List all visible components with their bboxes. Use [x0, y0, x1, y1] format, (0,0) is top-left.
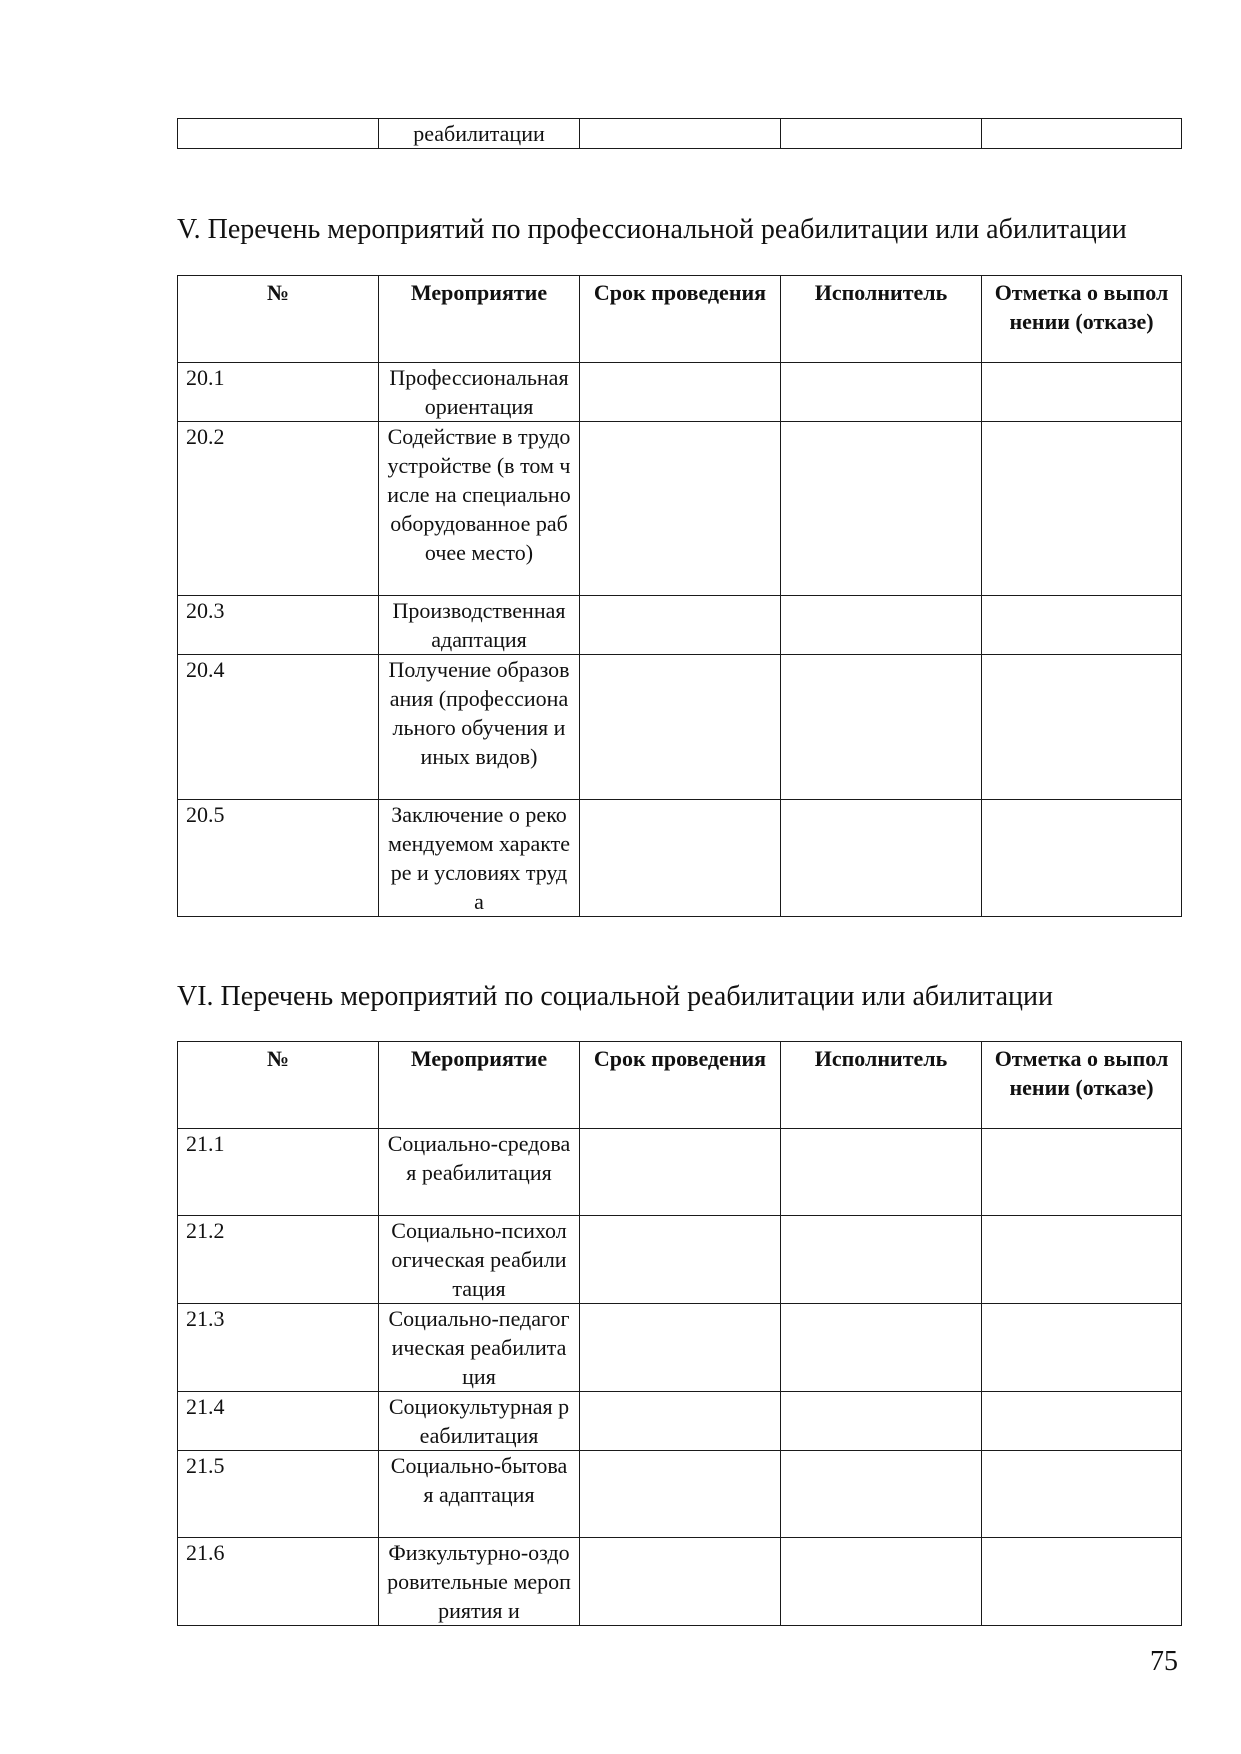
row-activity: Социально-бытовая адаптация [379, 1451, 580, 1538]
row-term-cell [580, 422, 781, 596]
header-term: Срок проведения [580, 1042, 781, 1129]
header-completion-mark: Отметка о выполнении (отказе) [982, 1042, 1182, 1129]
row-executor-cell [781, 655, 982, 800]
row-activity: Социокультурная реабилитация [379, 1392, 580, 1451]
row-executor-cell [781, 1304, 982, 1392]
row-activity: Социально-педагогическая реабилитация [379, 1304, 580, 1392]
table-row [178, 596, 1182, 655]
row-activity: Производственная адаптация [379, 596, 580, 655]
row-executor-cell [781, 1451, 982, 1538]
header-activity: Мероприятие [379, 1042, 580, 1129]
row-number: 20.3 [178, 596, 379, 655]
table-row [178, 119, 1182, 149]
row-number: 20.2 [178, 422, 379, 596]
table-header-row [178, 1042, 1182, 1129]
cell-blank [982, 119, 1182, 149]
row-mark-cell [982, 1451, 1182, 1538]
row-number: 21.5 [178, 1451, 379, 1538]
section-6-title: VI. Перечень мероприятий по социальной реабилитации или абилитации [177, 981, 1054, 1012]
row-executor-cell [781, 363, 982, 422]
row-term-cell [580, 1392, 781, 1451]
table-row [178, 1304, 1182, 1392]
cell-blank [781, 119, 982, 149]
table-row [178, 1129, 1182, 1216]
row-term-cell [580, 800, 781, 917]
header-executor: Исполнитель [781, 1042, 982, 1129]
table-row [178, 1451, 1182, 1538]
section-5-title: V. Перечень мероприятий по профессиональной реабилитации или абилитации [177, 214, 1127, 245]
row-mark-cell [982, 1216, 1182, 1304]
header-activity: Мероприятие [379, 276, 580, 363]
carryover-activity-cell: реабилитации [379, 119, 580, 149]
row-activity: Физкультурно-оздоровительные мероприятия и [379, 1538, 580, 1626]
row-term-cell [580, 1451, 781, 1538]
row-number: 21.1 [178, 1129, 379, 1216]
row-activity: Социально-средовая реабилитация [379, 1129, 580, 1216]
row-mark-cell [982, 422, 1182, 596]
table-header-row [178, 276, 1182, 363]
row-executor-cell [781, 1392, 982, 1451]
row-executor-cell [781, 596, 982, 655]
row-number: 20.4 [178, 655, 379, 800]
row-number: 21.6 [178, 1538, 379, 1626]
row-term-cell [580, 596, 781, 655]
row-activity: Социально-психологическая реабилитация [379, 1216, 580, 1304]
row-activity: Профессиональная ориентация [379, 363, 580, 422]
header-number: № [178, 1042, 379, 1129]
row-activity: Получение образования (профессионального обучения и иных видов) [379, 655, 580, 800]
row-number: 21.3 [178, 1304, 379, 1392]
table-row [178, 1538, 1182, 1626]
table-row [178, 363, 1182, 422]
header-number: № [178, 276, 379, 363]
row-executor-cell [781, 1129, 982, 1216]
row-mark-cell [982, 1392, 1182, 1451]
table-row [178, 800, 1182, 917]
row-executor-cell [781, 422, 982, 596]
row-term-cell [580, 1216, 781, 1304]
row-mark-cell [982, 1538, 1182, 1626]
row-executor-cell [781, 1216, 982, 1304]
header-term: Срок проведения [580, 276, 781, 363]
row-mark-cell [982, 655, 1182, 800]
row-executor-cell [781, 1538, 982, 1626]
row-term-cell [580, 1304, 781, 1392]
row-mark-cell [982, 596, 1182, 655]
row-term-cell [580, 1129, 781, 1216]
table-row [178, 655, 1182, 800]
row-mark-cell [982, 1129, 1182, 1216]
row-mark-cell [982, 363, 1182, 422]
row-number: 21.4 [178, 1392, 379, 1451]
section-6-table [177, 1041, 1182, 1626]
carryover-table [177, 118, 1182, 149]
row-number: 20.5 [178, 800, 379, 917]
section-5-table [177, 275, 1182, 917]
page-number: 75 [1150, 1646, 1178, 1677]
row-term-cell [580, 655, 781, 800]
row-activity: Содействие в трудоустройстве (в том числе на специально оборудованное рабочее место) [379, 422, 580, 596]
row-term-cell [580, 363, 781, 422]
row-mark-cell [982, 1304, 1182, 1392]
row-number: 20.1 [178, 363, 379, 422]
cell-blank [580, 119, 781, 149]
table-row [178, 1216, 1182, 1304]
row-number: 21.2 [178, 1216, 379, 1304]
table-row [178, 1392, 1182, 1451]
row-mark-cell [982, 800, 1182, 917]
row-term-cell [580, 1538, 781, 1626]
header-executor: Исполнитель [781, 276, 982, 363]
header-completion-mark: Отметка о выполнении (отказе) [982, 276, 1182, 363]
row-activity: Заключение о рекомендуемом характере и условиях труда [379, 800, 580, 917]
cell-blank [178, 119, 379, 149]
table-row [178, 422, 1182, 596]
row-executor-cell [781, 800, 982, 917]
